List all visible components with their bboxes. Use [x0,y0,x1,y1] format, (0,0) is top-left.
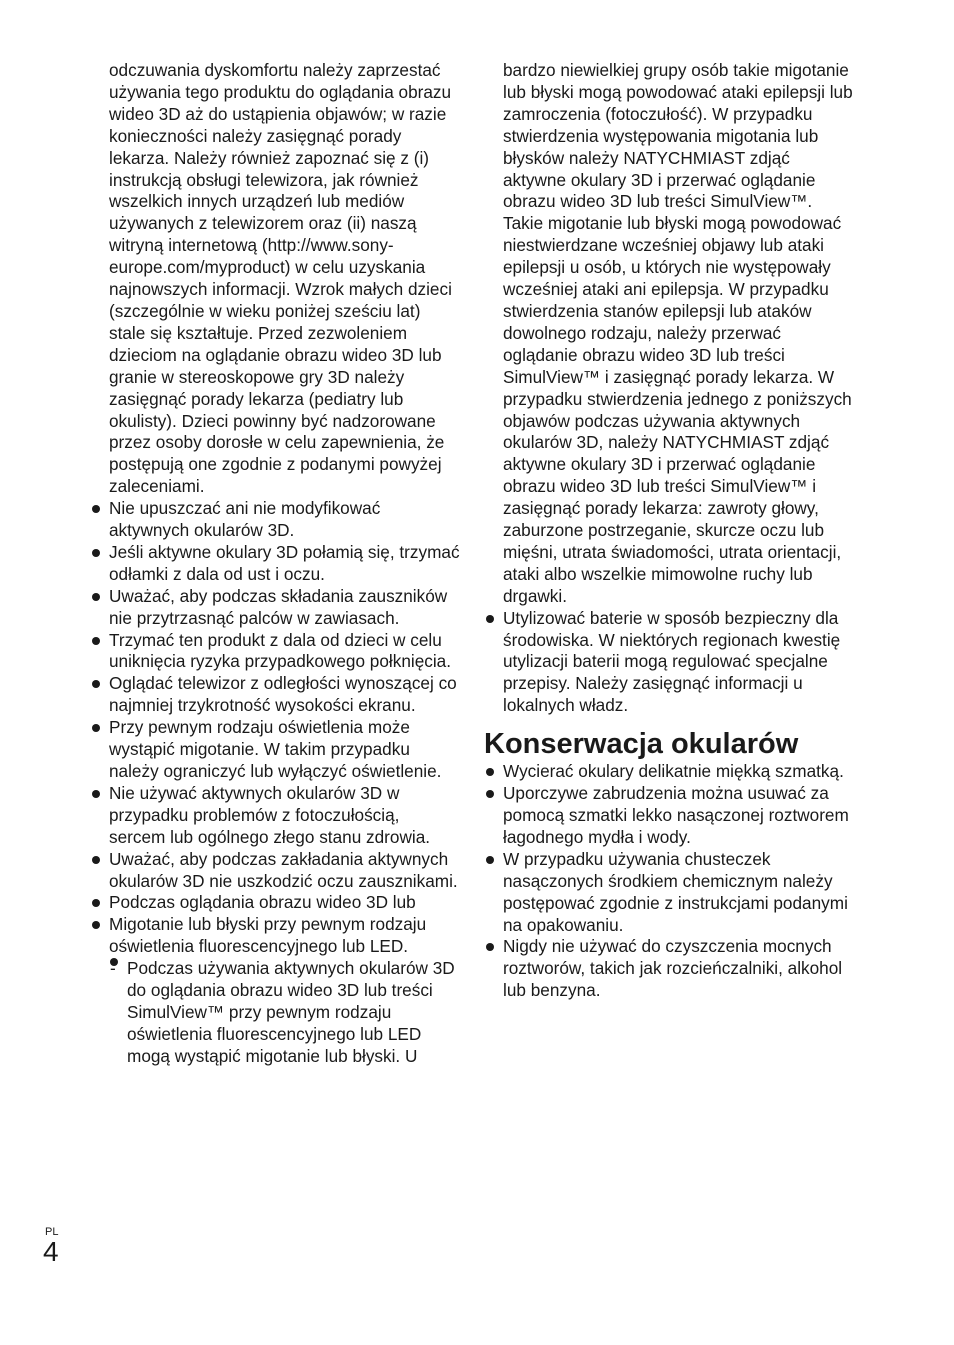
list-item: Podczas oglądania obrazu wideo 3D lub [90,892,460,914]
intro-paragraph: odczuwania dyskomfortu należy zaprzestać używania tego produktu do oglądania obrazu wideo 3D aż do ustąpienia objawów; w razie konieczności należy zasięgnąć porady lekarza. Należy również zapoznać się z (i) instrukcją obsługi telewizora, jak również wszelkich innych urządzeń lub mediów używanych z telewizorem oraz (ii) naszą witryną internetową (http://www.sony-europe.com/myproduct) w celu uzyskania najnowszych informacji. Wzrok małych dzieci (szczególnie w wieku poniżej sześciu lat) stale się kształtuje. Przed zezwoleniem dzieciom na oglądanie obrazu wideo 3D lub granie w stereoskopowe gry 3D należy zasięgnąć porady lekarza (pediatry lub okulisty). Dzieci powinny być nadzorowane przez osoby dorosłe w celu zapewnienia, że postępują one zgodnie z podanymi powyżej zaleceniami. [109,60,452,497]
list-item: Uporczywe zabrudzenia można usuwać za pomocą szmatki lekko nasączonej roztworem łagodnego mydła i wody. [484,783,854,849]
page-number: 4 [43,1236,59,1267]
battery-bullet-list [484,608,854,718]
continuation-paragraph: bardzo niewielkiej grupy osób takie migotanie lub błyski mogą powodować ataki epilepsji lub zamroczenia (fotoczułość). W przypadku stwierdzenia występowania migotania lub błysków należy NATYCHMIAST zdjąć aktywne okulary 3D i przerwać oglądanie obrazu wideo 3D lub treści SimulView™. Takie migotanie lub błyski mogą powodować niestwierdzane wcześniej objawy lub ataki epilepsji u osób, u których nie występowały wcześniej ataki ani epilepsja. W przypadku stwierdzenia stanów epilepsji lub ataków dowolnego rodzaju, należy przerwać oglądanie obrazu wideo 3D lub treści SimulView™ i zasięgnąć porady lekarza. W przypadku stwierdzenia jednego z poniższych objawów podczas używania aktywnych okularów 3D, należy NATYCHMIAST zdjąć aktywne okulary 3D i przerwać oglądanie obrazu wideo 3D lub treści SimulView™ i zasięgnąć porady lekarza: zawroty głowy, zaburzone postrzeganie, skurcze oczu lub mięśni, utrata świadomości, utrata orientacji, ataki albo wszelkie mimowolne ruchy lub drgawki. [503,60,853,606]
right-column [484,60,854,1002]
list-item: Nie używać aktywnych okularów 3D w przypadku problemów z fotoczułością, sercem lub ogólnego złego stanu zdrowia. [90,783,460,849]
list-item: Oglądać telewizor z odległości wynoszącej co najmniej trzykrotność wysokości ekranu. [90,673,460,717]
list-item: Jeśli aktywne okulary 3D połamią się, trzymać odłamki z dala od ust i oczu. [90,542,460,586]
care-bullet-list [484,761,854,1002]
list-item: Przy pewnym rodzaju oświetlenia może wystąpić migotanie. W takim przypadku należy ograniczyć lub wyłączyć oświetlenie. [90,717,460,783]
flicker-sub-item: - Podczas używania aktywnych okularów 3D do oglądania obrazu wideo 3D lub treści SimulView™ przy pewnym rodzaju oświetlenia fluorescencyjnego lub LED mogą wystąpić migotanie lub błyski. U [109,958,460,1068]
list-item: Utylizować baterie w sposób bezpieczny dla środowiska. W niektórych regionach kwestię utylizacji baterii mogą regulować specjalne przepisy. Należy zasięgnąć informacji u lokalnych władz. [484,608,854,718]
flicker-sub-list [109,958,460,1068]
left-column [90,60,460,1068]
list-item: Trzymać ten produkt z dala od dzieci w celu uniknięcia ryzyka przypadkowego połknięcia. [90,630,460,674]
flicker-bullet-text: Migotanie lub błyski przy pewnym rodzaju oświetlenia fluorescencyjnego lub LED. [109,914,427,957]
list-item: Uważać, aby podczas składania zauszników nie przytrzasnąć palców w zawiasach. [90,586,460,630]
flicker-list-item [90,914,460,1067]
list-item: Wycierać okulary delikatnie miękką szmatką. [484,761,854,783]
list-item: Nigdy nie używać do czyszczenia mocnych roztworów, takich jak rozcieńczalniki, alkohol lub benzyna. [484,936,854,1002]
safety-bullet-list [90,498,460,1068]
list-item: Uważać, aby podczas zakładania aktywnych okularów 3D nie uszkodzić oczu zausznikami. [90,849,460,893]
language-code: PL [45,1226,59,1238]
list-item: W przypadku używania chusteczek nasączonych środkiem chemicznym należy postępować zgodnie z instrukcjami podanymi na opakowaniu. [484,849,854,937]
list-item: Nie upuszczać ani nie modyfikować aktywnych okularów 3D. [90,498,460,542]
section-title: Konserwacja okularów [484,728,799,761]
